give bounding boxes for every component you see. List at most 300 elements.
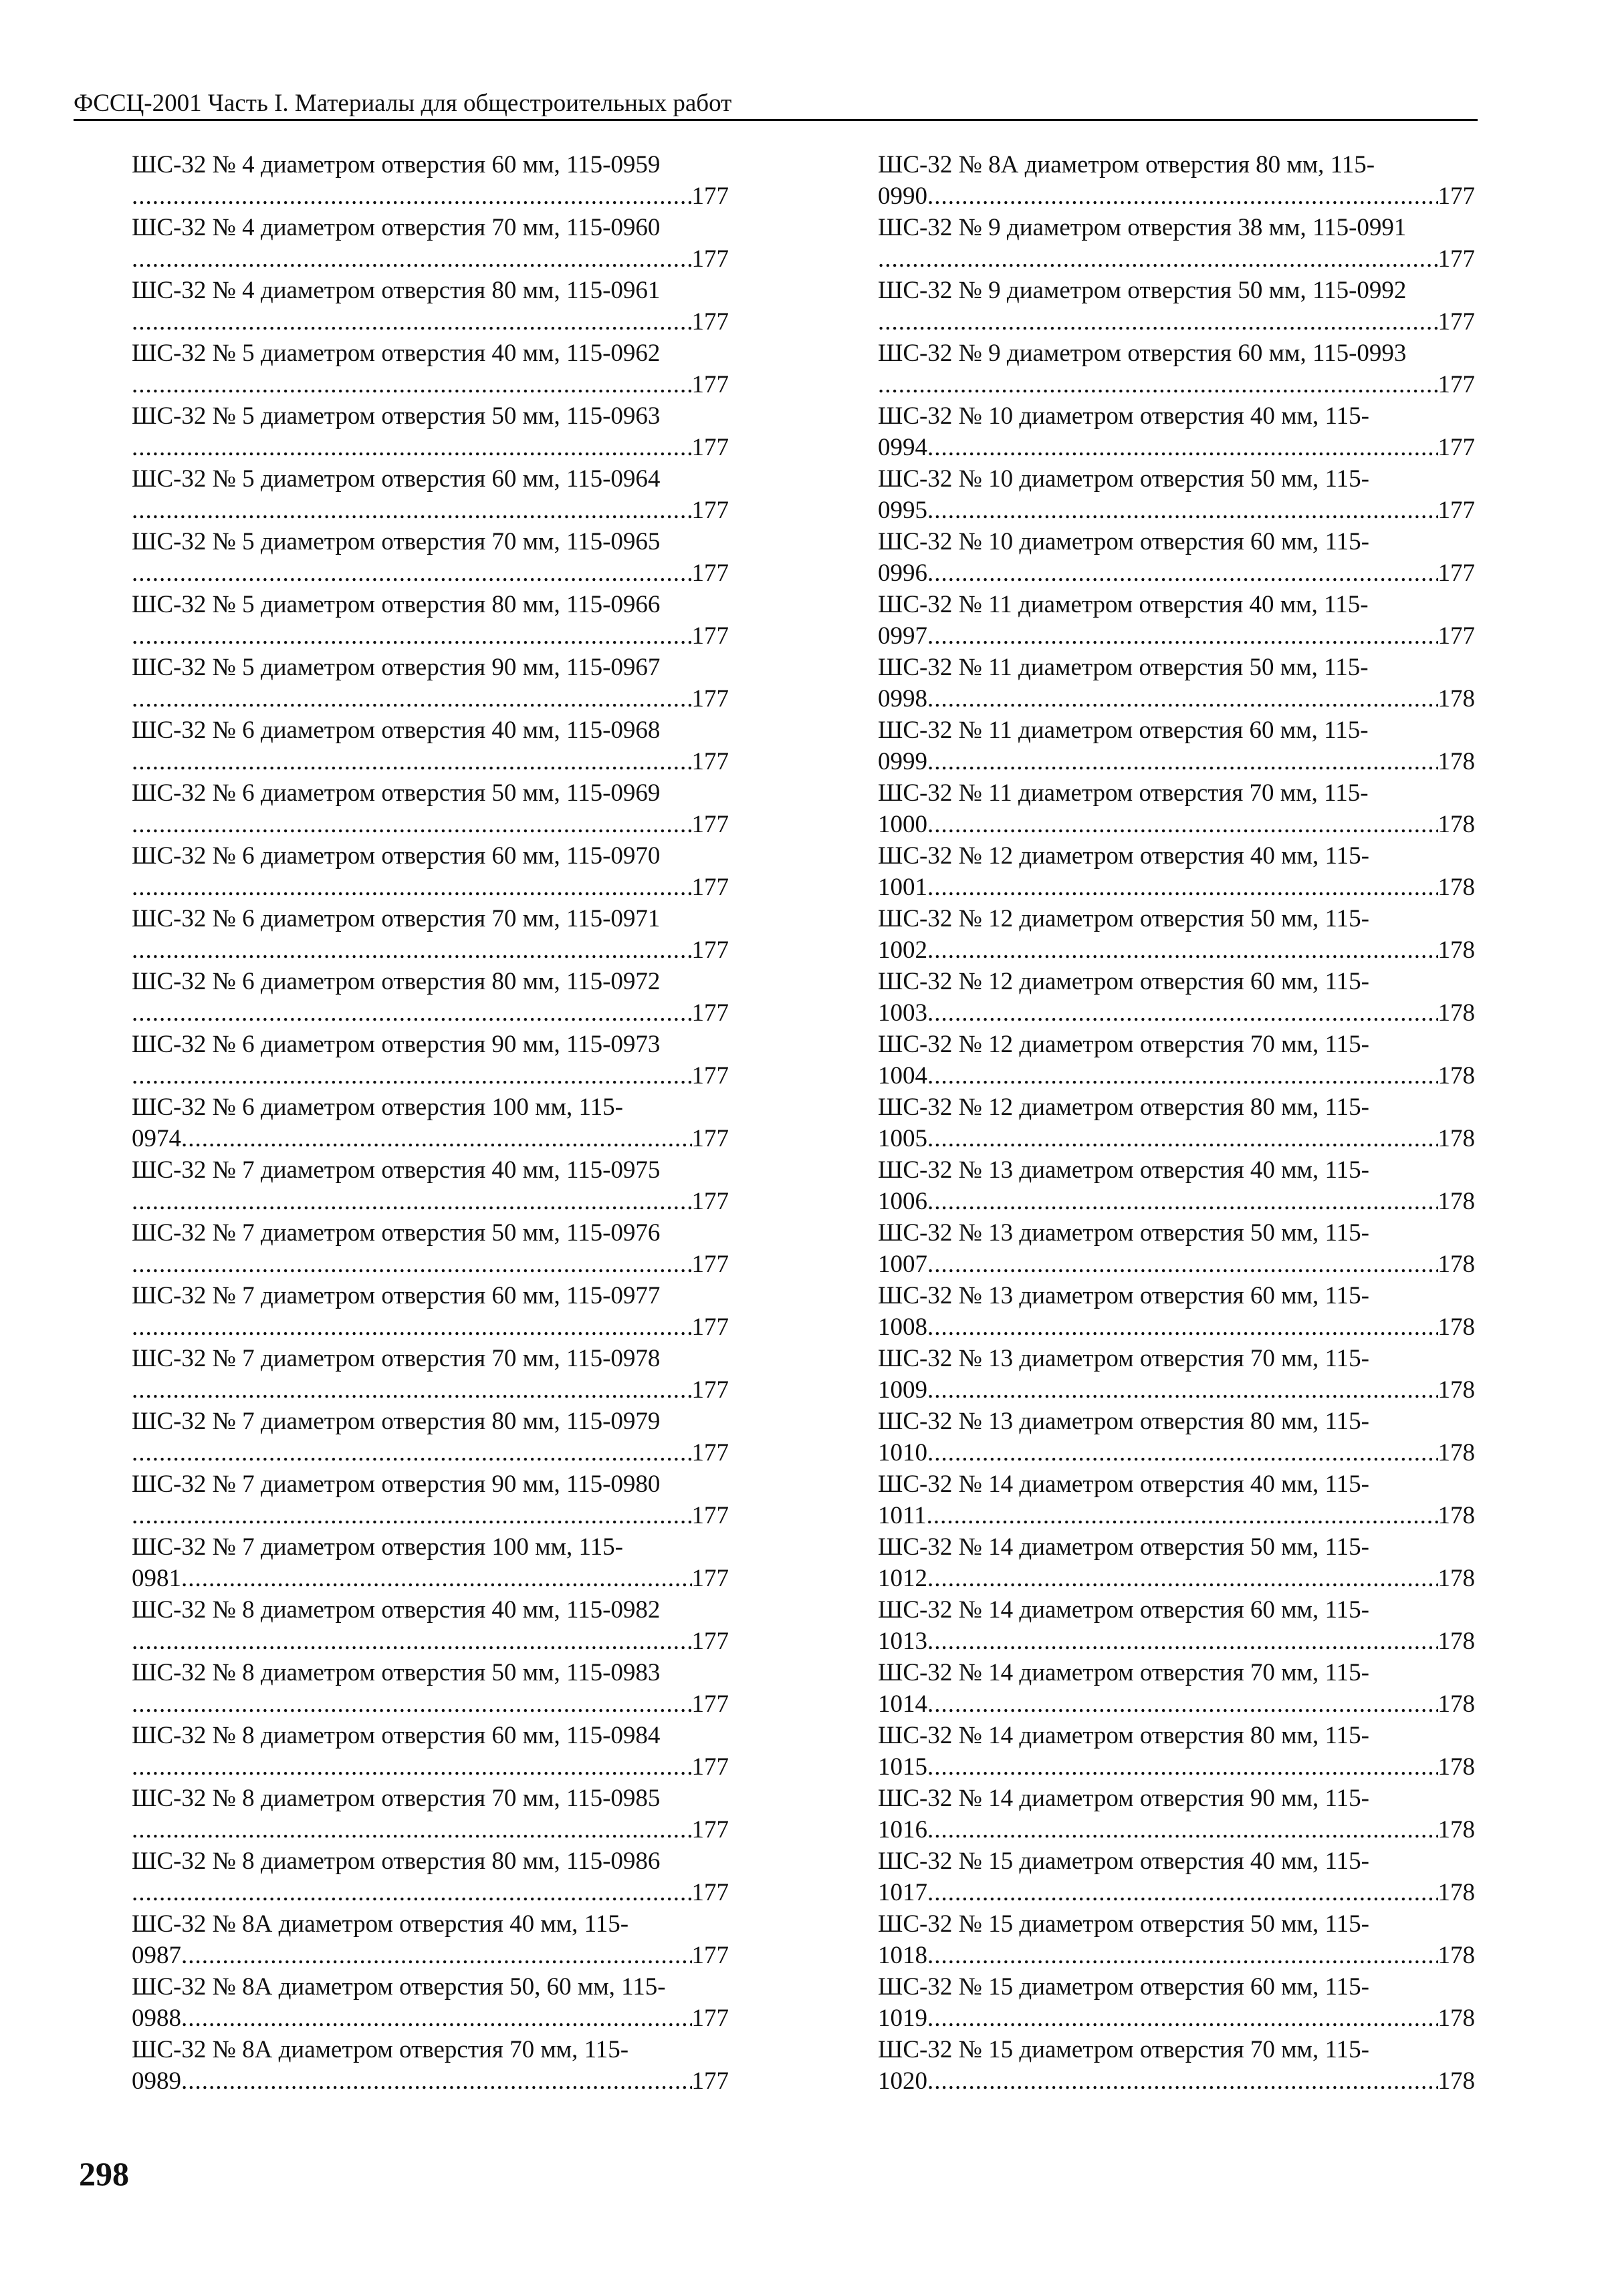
entry-page-number: 177 <box>1438 559 1475 587</box>
entry-leader-line <box>878 1563 1475 1594</box>
index-entry <box>878 1908 1475 1971</box>
dot-leader <box>132 1060 692 1092</box>
index-entry <box>132 1406 729 1469</box>
entry-code-continuation: 1002 <box>878 936 927 964</box>
index-entry <box>132 1343 729 1406</box>
entry-title: ШС-32 № 10 диаметром отверстия 60 мм, 115- <box>878 528 1369 555</box>
entry-title: ШС-32 № 8 диаметром отверстия 50 мм, 115-0983 <box>132 1659 661 1686</box>
entry-title: ШС-32 № 4 диаметром отверстия 70 мм, 115-0960 <box>132 214 661 241</box>
index-entry <box>132 400 729 463</box>
entry-title: ШС-32 № 5 диаметром отверстия 60 мм, 115-0964 <box>132 465 661 493</box>
entry-title: ШС-32 № 14 диаметром отверстия 80 мм, 115- <box>878 1722 1369 1749</box>
entry-leader-line <box>132 1940 729 1971</box>
entry-leader-line <box>878 809 1475 840</box>
dot-leader <box>927 1688 1438 1720</box>
entry-code-continuation: 1011 <box>878 1502 927 1529</box>
entry-title: ШС-32 № 5 диаметром отверстия 50 мм, 115-0963 <box>132 402 661 430</box>
entry-leader-line <box>878 1437 1475 1469</box>
index-entry <box>132 1531 729 1594</box>
entry-code-continuation: 1007 <box>878 1251 927 1278</box>
index-entry <box>132 1594 729 1657</box>
entry-title: ШС-32 № 14 диаметром отверстия 90 мм, 115- <box>878 1785 1369 1812</box>
entry-page-number: 178 <box>1438 2005 1475 2032</box>
entry-code-continuation: 0994 <box>878 434 927 461</box>
entry-code-continuation: 1009 <box>878 1376 927 1404</box>
entry-leader-line <box>132 809 729 840</box>
index-entry <box>878 777 1475 840</box>
index-entry <box>132 1971 729 2034</box>
entry-leader-line <box>132 620 729 652</box>
entry-code-continuation: 0990 <box>878 182 927 210</box>
index-entry <box>132 1783 729 1845</box>
dot-leader <box>927 432 1438 463</box>
entry-title: ШС-32 № 14 диаметром отверстия 60 мм, 115- <box>878 1596 1369 1624</box>
index-column-left <box>132 149 729 2097</box>
index-entry <box>878 1154 1475 1217</box>
entry-title: ШС-32 № 12 диаметром отверстия 60 мм, 115- <box>878 968 1369 995</box>
entry-leader-line <box>132 683 729 715</box>
index-entry <box>878 1657 1475 1720</box>
entry-code-continuation: 1008 <box>878 1313 927 1341</box>
entry-title: ШС-32 № 8А диаметром отверстия 70 мм, 115- <box>132 2036 629 2063</box>
entry-leader-line <box>878 997 1475 1029</box>
entry-leader-line <box>132 243 729 275</box>
entry-page-number: 177 <box>691 1313 729 1341</box>
entry-page-number: 177 <box>1438 371 1475 398</box>
entry-page-number: 177 <box>691 936 729 964</box>
dot-leader <box>927 1060 1438 1092</box>
entry-title: ШС-32 № 6 диаметром отверстия 80 мм, 115-0972 <box>132 968 661 995</box>
entry-page-number: 178 <box>1438 1439 1475 1466</box>
entry-page-number: 178 <box>1438 1188 1475 1215</box>
entry-leader-line <box>132 1751 729 1783</box>
dot-leader <box>132 1814 692 1845</box>
entry-page-number: 178 <box>1438 1690 1475 1718</box>
entry-title: ШС-32 № 9 диаметром отверстия 60 мм, 115-0993 <box>878 340 1407 367</box>
dot-leader <box>132 1311 692 1343</box>
entry-title: ШС-32 № 12 диаметром отверстия 70 мм, 115- <box>878 1031 1369 1058</box>
entry-page-number: 177 <box>691 1188 729 1215</box>
entry-leader-line <box>132 997 729 1029</box>
entry-leader-line <box>132 495 729 526</box>
entry-leader-line <box>878 1123 1475 1154</box>
entry-title: ШС-32 № 9 диаметром отверстия 38 мм, 115-0991 <box>878 214 1407 241</box>
entry-title: ШС-32 № 7 диаметром отверстия 40 мм, 115-0975 <box>132 1156 661 1184</box>
dot-leader <box>132 1437 692 1469</box>
dot-leader <box>132 1877 692 1908</box>
dot-leader <box>132 997 692 1029</box>
dot-leader <box>927 746 1438 777</box>
dot-leader <box>927 1186 1438 1217</box>
entry-page-number: 177 <box>691 748 729 775</box>
entry-leader-line <box>878 1877 1475 1908</box>
entry-title: ШС-32 № 5 диаметром отверстия 40 мм, 115-0962 <box>132 340 661 367</box>
entry-page-number: 178 <box>1438 1753 1475 1781</box>
entry-title: ШС-32 № 11 диаметром отверстия 60 мм, 115- <box>878 717 1369 744</box>
entry-leader-line <box>132 1186 729 1217</box>
index-entry <box>878 400 1475 463</box>
entry-leader-line <box>878 1814 1475 1845</box>
entry-title: ШС-32 № 6 диаметром отверстия 40 мм, 115-0968 <box>132 717 661 744</box>
index-entry <box>878 903 1475 966</box>
entry-leader-line <box>132 1626 729 1657</box>
entry-title: ШС-32 № 5 диаметром отверстия 90 мм, 115-0967 <box>132 654 661 681</box>
entry-page-number: 177 <box>691 1376 729 1404</box>
entry-title: ШС-32 № 14 диаметром отверстия 40 мм, 115- <box>878 1471 1369 1498</box>
entry-title: ШС-32 № 10 диаметром отверстия 50 мм, 115- <box>878 465 1369 493</box>
entry-leader-line <box>878 1940 1475 1971</box>
entry-title: ШС-32 № 8 диаметром отверстия 70 мм, 115-0985 <box>132 1785 661 1812</box>
entry-title: ШС-32 № 14 диаметром отверстия 70 мм, 115- <box>878 1659 1369 1686</box>
entry-title: ШС-32 № 12 диаметром отверстия 40 мм, 115- <box>878 842 1369 870</box>
entry-title: ШС-32 № 12 диаметром отверстия 50 мм, 115- <box>878 905 1369 932</box>
entry-leader-line <box>878 1060 1475 1092</box>
dot-leader <box>132 1249 692 1280</box>
dot-leader <box>927 1626 1438 1657</box>
entry-leader-line <box>132 2065 729 2097</box>
index-entry <box>132 1469 729 1531</box>
dot-leader <box>927 1563 1438 1594</box>
entry-code-continuation: 1019 <box>878 2005 927 2032</box>
entry-page-number: 177 <box>691 1062 729 1090</box>
entry-code-continuation: 0999 <box>878 748 927 775</box>
entry-page-number: 178 <box>1438 1125 1475 1152</box>
dot-leader <box>878 369 1438 400</box>
entry-code-continuation: 1006 <box>878 1188 927 1215</box>
dot-leader <box>132 243 692 275</box>
entry-title: ШС-32 № 11 диаметром отверстия 40 мм, 115- <box>878 591 1369 618</box>
dot-leader <box>181 1940 692 1971</box>
entry-leader-line <box>878 872 1475 903</box>
dot-leader <box>927 620 1438 652</box>
dot-leader <box>181 2003 692 2034</box>
entry-leader-line <box>878 1500 1475 1531</box>
dot-leader <box>927 2065 1438 2097</box>
dot-leader <box>132 1374 692 1406</box>
entry-title: ШС-32 № 10 диаметром отверстия 40 мм, 115- <box>878 402 1369 430</box>
entry-leader-line <box>878 1311 1475 1343</box>
index-entry <box>132 1154 729 1217</box>
entry-code-continuation: 1014 <box>878 1690 927 1718</box>
entry-leader-line <box>132 1563 729 1594</box>
entry-title: ШС-32 № 6 диаметром отверстия 90 мм, 115-0973 <box>132 1031 661 1058</box>
entry-page-number: 177 <box>691 1690 729 1718</box>
entry-page-number: 177 <box>691 874 729 901</box>
index-entry <box>132 338 729 400</box>
entry-page-number: 177 <box>1438 434 1475 461</box>
index-entry <box>878 589 1475 652</box>
entry-title: ШС-32 № 5 диаметром отверстия 70 мм, 115-0965 <box>132 528 661 555</box>
entry-code-continuation: 1012 <box>878 1565 927 1592</box>
dot-leader <box>927 1374 1438 1406</box>
entry-title: ШС-32 № 14 диаметром отверстия 50 мм, 115- <box>878 1533 1369 1561</box>
dot-leader <box>927 180 1438 212</box>
dot-leader <box>927 1123 1438 1154</box>
entry-title: ШС-32 № 8 диаметром отверстия 40 мм, 115-0982 <box>132 1596 661 1624</box>
entry-page-number: 177 <box>1438 308 1475 336</box>
entry-page-number: 177 <box>691 182 729 210</box>
index-entry <box>878 652 1475 715</box>
entry-leader-line <box>132 746 729 777</box>
entry-title: ШС-32 № 7 диаметром отверстия 90 мм, 115-0980 <box>132 1471 661 1498</box>
entry-page-number: 177 <box>691 1628 729 1655</box>
entry-code-continuation: 1003 <box>878 999 927 1027</box>
entry-page-number: 177 <box>691 1251 729 1278</box>
dot-leader <box>132 872 692 903</box>
entry-code-continuation: 1020 <box>878 2067 927 2095</box>
entry-leader-line <box>878 243 1475 275</box>
entry-code-continuation: 1001 <box>878 874 927 901</box>
dot-leader <box>181 2065 692 2097</box>
entry-code-continuation: 1017 <box>878 1879 927 1906</box>
entry-leader-line <box>878 432 1475 463</box>
dot-leader <box>132 306 692 338</box>
entry-code-continuation: 0988 <box>132 2005 181 2032</box>
entry-code-continuation: 0989 <box>132 2067 181 2095</box>
page-number: 298 <box>79 2155 129 2192</box>
dot-leader <box>927 557 1438 589</box>
entry-leader-line <box>132 872 729 903</box>
index-entry <box>132 1029 729 1092</box>
index-entry <box>878 1406 1475 1469</box>
entry-page-number: 178 <box>1438 1565 1475 1592</box>
entry-page-number: 177 <box>691 559 729 587</box>
dot-leader <box>132 369 692 400</box>
dot-leader <box>132 1751 692 1783</box>
index-entry <box>132 1217 729 1280</box>
entry-title: ШС-32 № 11 диаметром отверстия 70 мм, 115- <box>878 779 1369 807</box>
index-entry <box>132 1908 729 1971</box>
entry-code-continuation: 1016 <box>878 1816 927 1843</box>
dot-leader <box>132 1500 692 1531</box>
dot-leader <box>927 1500 1438 1531</box>
entry-title: ШС-32 № 13 диаметром отверстия 60 мм, 115- <box>878 1282 1369 1309</box>
entry-title: ШС-32 № 6 диаметром отверстия 50 мм, 115-0969 <box>132 779 661 807</box>
index-entry <box>132 777 729 840</box>
entry-page-number: 177 <box>691 1502 729 1529</box>
entry-title: ШС-32 № 7 диаметром отверстия 50 мм, 115-0976 <box>132 1219 661 1247</box>
entry-leader-line <box>878 369 1475 400</box>
index-entry <box>132 903 729 966</box>
entry-leader-line <box>132 1500 729 1531</box>
entry-leader-line <box>878 1374 1475 1406</box>
index-entry <box>132 715 729 777</box>
entry-page-number: 178 <box>1438 1313 1475 1341</box>
entry-page-number: 178 <box>1438 748 1475 775</box>
dot-leader <box>878 243 1438 275</box>
dot-leader <box>132 746 692 777</box>
entry-page-number: 178 <box>1438 1816 1475 1843</box>
entry-leader-line <box>132 369 729 400</box>
index-entry <box>878 1217 1475 1280</box>
dot-leader <box>927 809 1438 840</box>
entry-title: ШС-32 № 13 диаметром отверстия 40 мм, 115- <box>878 1156 1369 1184</box>
entry-page-number: 177 <box>691 497 729 524</box>
entry-leader-line <box>132 934 729 966</box>
entry-leader-line <box>132 1437 729 1469</box>
entry-code-continuation: 1015 <box>878 1753 927 1781</box>
entry-page-number: 178 <box>1438 811 1475 838</box>
entry-leader-line <box>132 432 729 463</box>
entry-code-continuation: 1000 <box>878 811 927 838</box>
entry-title: ШС-32 № 15 диаметром отверстия 40 мм, 115- <box>878 1847 1369 1875</box>
index-entry <box>878 715 1475 777</box>
dot-leader <box>132 1626 692 1657</box>
entry-leader-line <box>878 557 1475 589</box>
entry-leader-line <box>878 1688 1475 1720</box>
entry-title: ШС-32 № 15 диаметром отверстия 50 мм, 115- <box>878 1910 1369 1938</box>
index-entry <box>132 589 729 652</box>
entry-page-number: 178 <box>1438 1942 1475 1969</box>
entry-page-number: 177 <box>691 308 729 336</box>
header-rule <box>74 119 1478 121</box>
dot-leader <box>927 683 1438 715</box>
dot-leader <box>132 495 692 526</box>
index-entry <box>878 2034 1475 2097</box>
entry-code-continuation: 1005 <box>878 1125 927 1152</box>
entry-leader-line <box>878 495 1475 526</box>
index-entry <box>132 1092 729 1154</box>
entry-title: ШС-32 № 13 диаметром отверстия 50 мм, 115- <box>878 1219 1369 1247</box>
dot-leader <box>927 495 1438 526</box>
entry-code-continuation: 1010 <box>878 1439 927 1466</box>
dot-leader <box>132 809 692 840</box>
dot-leader <box>132 432 692 463</box>
index-entry <box>878 1343 1475 1406</box>
entry-title: ШС-32 № 6 диаметром отверстия 60 мм, 115-0970 <box>132 842 661 870</box>
entry-leader-line <box>132 1374 729 1406</box>
entry-page-number: 177 <box>691 1125 729 1152</box>
entry-leader-line <box>878 934 1475 966</box>
entry-title: ШС-32 № 7 диаметром отверстия 100 мм, 115- <box>132 1533 623 1561</box>
dot-leader <box>927 1751 1438 1783</box>
index-entry <box>132 840 729 903</box>
entry-code-continuation: 0974 <box>132 1125 181 1152</box>
entry-code-continuation: 0995 <box>878 497 927 524</box>
entry-title: ШС-32 № 13 диаметром отверстия 70 мм, 115- <box>878 1345 1369 1372</box>
dot-leader <box>927 1877 1438 1908</box>
index-entry <box>132 463 729 526</box>
entry-page-number: 177 <box>691 1942 729 1969</box>
entry-page-number: 177 <box>1438 182 1475 210</box>
entry-page-number: 177 <box>691 1439 729 1466</box>
entry-page-number: 178 <box>1438 874 1475 901</box>
dot-leader <box>927 934 1438 966</box>
entry-leader-line <box>878 1626 1475 1657</box>
index-entry <box>878 149 1475 212</box>
index-entry <box>878 1092 1475 1154</box>
dot-leader <box>927 1249 1438 1280</box>
entry-code-continuation: 0997 <box>878 622 927 650</box>
entry-leader-line <box>132 306 729 338</box>
entry-page-number: 177 <box>691 1753 729 1781</box>
entry-code-continuation: 1018 <box>878 1942 927 1969</box>
entry-page-number: 178 <box>1438 936 1475 964</box>
index-entry <box>878 338 1475 400</box>
index-entry <box>132 1657 729 1720</box>
entry-page-number: 177 <box>1438 497 1475 524</box>
entry-leader-line <box>878 620 1475 652</box>
entry-title: ШС-32 № 8А диаметром отверстия 80 мм, 115- <box>878 151 1375 178</box>
entry-leader-line <box>878 1751 1475 1783</box>
entry-page-number: 177 <box>691 371 729 398</box>
entry-page-number: 178 <box>1438 1251 1475 1278</box>
dot-leader <box>878 306 1438 338</box>
entry-page-number: 177 <box>691 2005 729 2032</box>
dot-leader <box>927 1814 1438 1845</box>
dot-leader <box>132 1688 692 1720</box>
entry-title: ШС-32 № 15 диаметром отверстия 60 мм, 115- <box>878 1973 1369 2001</box>
index-column-right <box>878 149 1475 2097</box>
running-header: ФССЦ-2001 Часть I. Материалы для общестроительных работ <box>74 90 732 117</box>
index-entry <box>878 1280 1475 1343</box>
dot-leader <box>927 872 1438 903</box>
entry-leader-line <box>878 2065 1475 2097</box>
entry-page-number: 178 <box>1438 1062 1475 1090</box>
entry-leader-line <box>132 1311 729 1343</box>
index-entry <box>878 275 1475 338</box>
entry-title: ШС-32 № 9 диаметром отверстия 50 мм, 115-0992 <box>878 277 1407 304</box>
entry-leader-line <box>132 557 729 589</box>
index-entry <box>878 1531 1475 1594</box>
entry-leader-line <box>132 1123 729 1154</box>
dot-leader <box>132 934 692 966</box>
entry-leader-line <box>878 180 1475 212</box>
index-entry <box>878 1720 1475 1783</box>
entry-page-number: 177 <box>691 622 729 650</box>
index-entry <box>132 149 729 212</box>
dot-leader <box>927 1940 1438 1971</box>
entry-title: ШС-32 № 15 диаметром отверстия 70 мм, 115- <box>878 2036 1369 2063</box>
dot-leader <box>181 1563 692 1594</box>
index-entry <box>132 212 729 275</box>
entry-code-continuation: 1013 <box>878 1628 927 1655</box>
index-entry <box>878 1594 1475 1657</box>
entry-page-number: 177 <box>691 1565 729 1592</box>
entry-title: ШС-32 № 7 диаметром отверстия 80 мм, 115-0979 <box>132 1408 661 1435</box>
entry-title: ШС-32 № 4 диаметром отверстия 60 мм, 115-0959 <box>132 151 661 178</box>
entry-page-number: 178 <box>1438 1879 1475 1906</box>
entry-title: ШС-32 № 6 диаметром отверстия 100 мм, 115- <box>132 1094 623 1121</box>
dot-leader <box>132 557 692 589</box>
index-entry <box>878 840 1475 903</box>
entry-page-number: 177 <box>1438 622 1475 650</box>
entry-title: ШС-32 № 4 диаметром отверстия 80 мм, 115-0961 <box>132 277 661 304</box>
entry-leader-line <box>132 1814 729 1845</box>
entry-leader-line <box>878 2003 1475 2034</box>
entry-page-number: 177 <box>1438 245 1475 273</box>
entry-title: ШС-32 № 8 диаметром отверстия 60 мм, 115-0984 <box>132 1722 661 1749</box>
entry-leader-line <box>878 746 1475 777</box>
entry-code-continuation: 0998 <box>878 685 927 713</box>
entry-leader-line <box>878 1186 1475 1217</box>
entry-title: ШС-32 № 7 диаметром отверстия 60 мм, 115-0977 <box>132 1282 661 1309</box>
entry-title: ШС-32 № 13 диаметром отверстия 80 мм, 115- <box>878 1408 1369 1435</box>
index-entry <box>878 463 1475 526</box>
entry-leader-line <box>132 1688 729 1720</box>
entry-title: ШС-32 № 11 диаметром отверстия 50 мм, 115- <box>878 654 1369 681</box>
entry-page-number: 178 <box>1438 1376 1475 1404</box>
index-entry <box>132 966 729 1029</box>
index-entry <box>878 966 1475 1029</box>
entry-leader-line <box>878 306 1475 338</box>
entry-code-continuation: 0996 <box>878 559 927 587</box>
entry-page-number: 177 <box>691 685 729 713</box>
index-entry <box>878 1783 1475 1845</box>
entry-title: ШС-32 № 8 диаметром отверстия 80 мм, 115-0986 <box>132 1847 661 1875</box>
dot-leader <box>927 1437 1438 1469</box>
index-entry <box>878 526 1475 589</box>
